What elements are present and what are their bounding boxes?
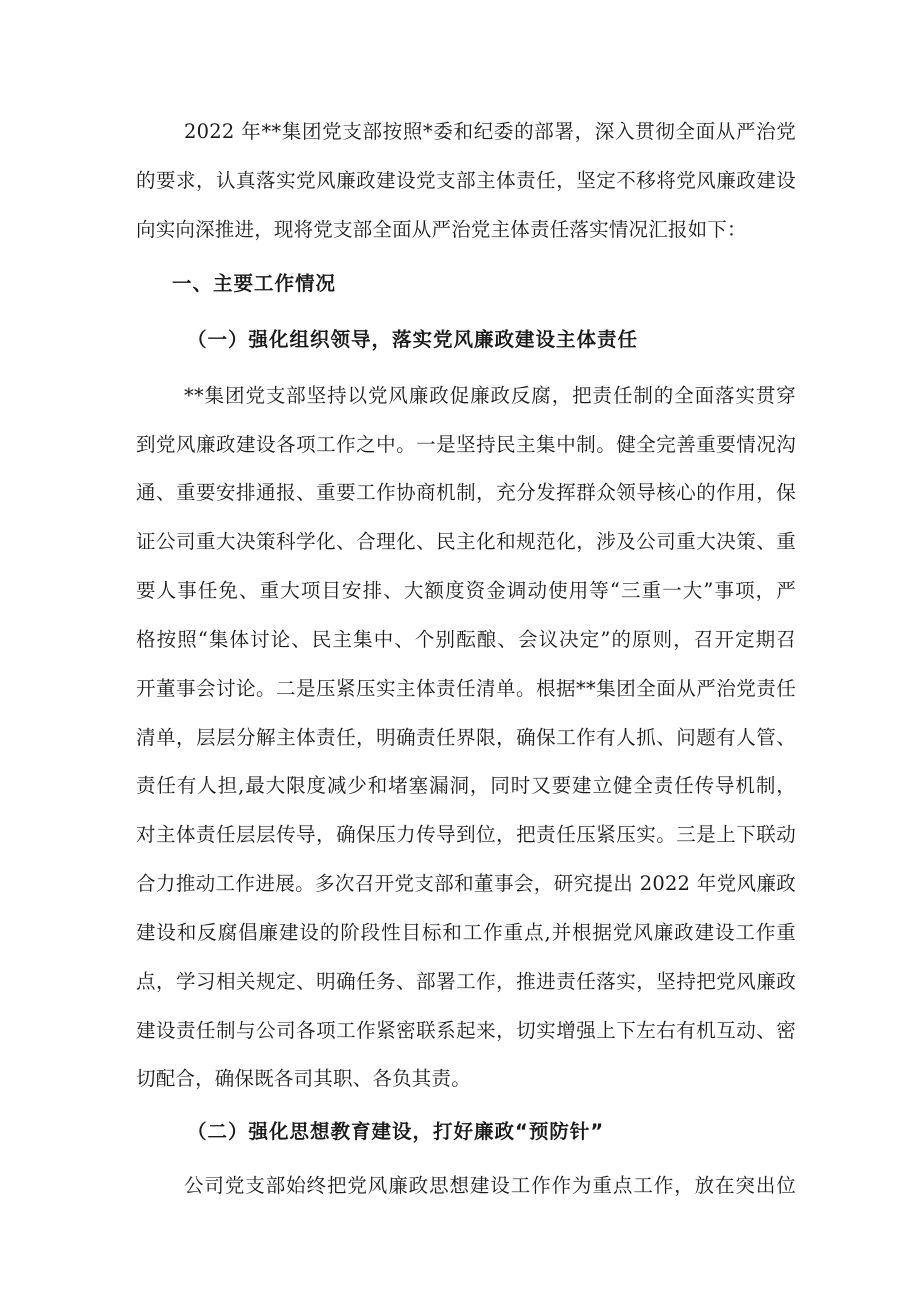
sub1-line-4: 证公司重大决策科学化、合理化、民主化和规范化，涉及公司重大决策、重 — [136, 530, 796, 553]
sub1-line-13: 点，学习相关规定、明确任务、部署工作，推进责任落实，坚持把党风廉政 — [136, 970, 796, 993]
sub1-line-8: 清单，层层分解主体责任，明确责任界限，确保工作有人抓、问题有人管、 — [136, 726, 796, 749]
section-heading-main-work: 一、主要工作情况 — [172, 272, 337, 295]
sub1-line-7: 开董事会讨论。二是压紧压实主体责任清单。根据**集团全面从严治党责任 — [136, 677, 796, 700]
intro-line-2: 的要求，认真落实党风廉政建设党支部主体责任，坚定不移将党风廉政建设 — [136, 169, 796, 192]
intro-line-1: 2022 年**集团党支部按照*委和纪委的部署，深入贯彻全面从严治党 — [184, 120, 796, 143]
intro-line-3: 向实向深推进，现将党支部全面从严治党主体责任落实情况汇报如下： — [136, 218, 747, 241]
subsection-heading-1: （一）强化组织领导，落实党风廉政建设主体责任 — [187, 328, 639, 351]
sub1-line-9: 责任有人担,最大限度减少和堵塞漏洞，同时又要建立健全责任传导机制， — [136, 774, 796, 797]
sub1-line-12: 建设和反腐倡廉建设的阶段性目标和工作重点,并根据党风廉政建设工作重 — [136, 921, 796, 944]
sub1-line-6: 格按照“集体讨论、民主集中、个别酝酿、会议决定”的原则，召开定期召 — [136, 628, 796, 651]
sub1-line-14: 建设责任制与公司各项工作紧密联系起来，切实增强上下左右有机互动、密 — [136, 1019, 796, 1042]
sub1-line-5: 要人事任免、重大项目安排、大额度资金调动使用等“三重一大”事项，严 — [136, 579, 796, 602]
sub1-line-15: 切配合，确保既各司其职、各负其责。 — [136, 1067, 471, 1090]
sub1-line-3: 通、重要安排通报、重要工作协商机制，充分发挥群众领导核心的作用，保 — [136, 481, 796, 504]
subsection-heading-2: （二）强化思想教育建设，打好廉政“预防针” — [187, 1120, 605, 1143]
sub1-line-2: 到党风廉政建设各项工作之中。一是坚持民主集中制。健全完善重要情况沟 — [136, 433, 796, 456]
sub1-line-11: 合力推动工作进展。多次召开党支部和董事会，研究提出 2022 年党风廉政 — [136, 872, 796, 895]
sub1-line-10: 对主体责任层层传导，确保压力传导到位，把责任压紧压实。三是上下联动 — [136, 823, 796, 846]
sub2-line-1: 公司党支部始终把党风廉政思想建设工作作为重点工作，放在突出位 — [184, 1174, 796, 1197]
sub1-line-1: **集团党支部坚持以党风廉政促廉政反腐，把责任制的全面落实贯穿 — [184, 384, 796, 407]
